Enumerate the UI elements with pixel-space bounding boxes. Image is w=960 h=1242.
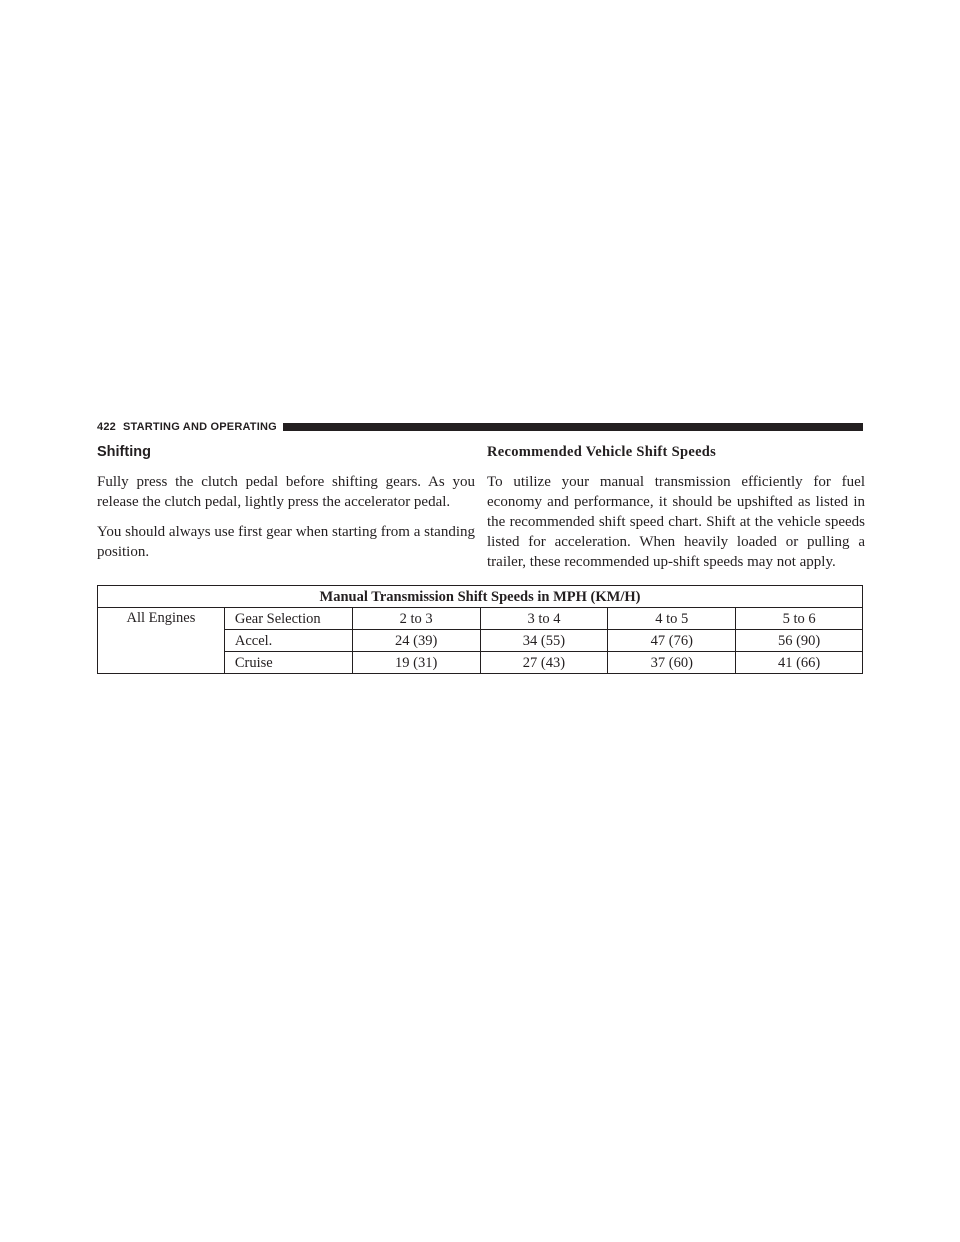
shift-speeds-paragraph: To utilize your manual transmission efficiently for fuel economy and performance, it should be upshifted as listed in the recommended shift speed chart. Shift at the vehicle speeds listed for acceleration. When heavily loaded or pulling a trailer, these recommended up-shift speeds may not apply. bbox=[487, 474, 865, 570]
shift-speeds-heading: Recommended Vehicle Shift Speeds bbox=[487, 444, 717, 460]
table-cell: 37 (60) bbox=[608, 652, 736, 674]
table-cell: 47 (76) bbox=[608, 630, 736, 652]
table-title-row bbox=[98, 586, 863, 608]
right-column bbox=[487, 443, 865, 582]
table-header-cell: 4 to 5 bbox=[608, 608, 736, 630]
table-cell: 41 (66) bbox=[736, 652, 863, 674]
table-cell: 56 (90) bbox=[736, 630, 863, 652]
page-number: 422 bbox=[97, 421, 116, 433]
table-header-cell: Gear Selection bbox=[224, 608, 352, 630]
table-cell: 27 (43) bbox=[480, 652, 608, 674]
table-header-row bbox=[98, 608, 863, 630]
shifting-paragraph-2: You should always use first gear when starting from a standing position. bbox=[97, 524, 475, 560]
engine-label: All Engines bbox=[98, 608, 225, 674]
section-title: STARTING AND OPERATING bbox=[122, 421, 277, 433]
table-header-cell: 2 to 3 bbox=[352, 608, 480, 630]
left-column bbox=[97, 443, 475, 572]
table-cell: Accel. bbox=[224, 630, 352, 652]
table-cell: 19 (31) bbox=[352, 652, 480, 674]
table-cell: 24 (39) bbox=[352, 630, 480, 652]
table-header-cell: 5 to 6 bbox=[736, 608, 863, 630]
table-title: Manual Transmission Shift Speeds in MPH (KM/H) bbox=[98, 586, 863, 608]
page-header bbox=[97, 420, 863, 434]
table-cell: 34 (55) bbox=[480, 630, 608, 652]
header-rule bbox=[283, 423, 863, 431]
shift-speeds-table bbox=[97, 585, 863, 674]
shifting-heading: Shifting bbox=[97, 444, 151, 460]
table-cell: Cruise bbox=[224, 652, 352, 674]
table-header-cell: 3 to 4 bbox=[480, 608, 608, 630]
shifting-paragraph-1: Fully press the clutch pedal before shifting gears. As you release the clutch pedal, lightly press the accelerator pedal. bbox=[97, 474, 475, 510]
